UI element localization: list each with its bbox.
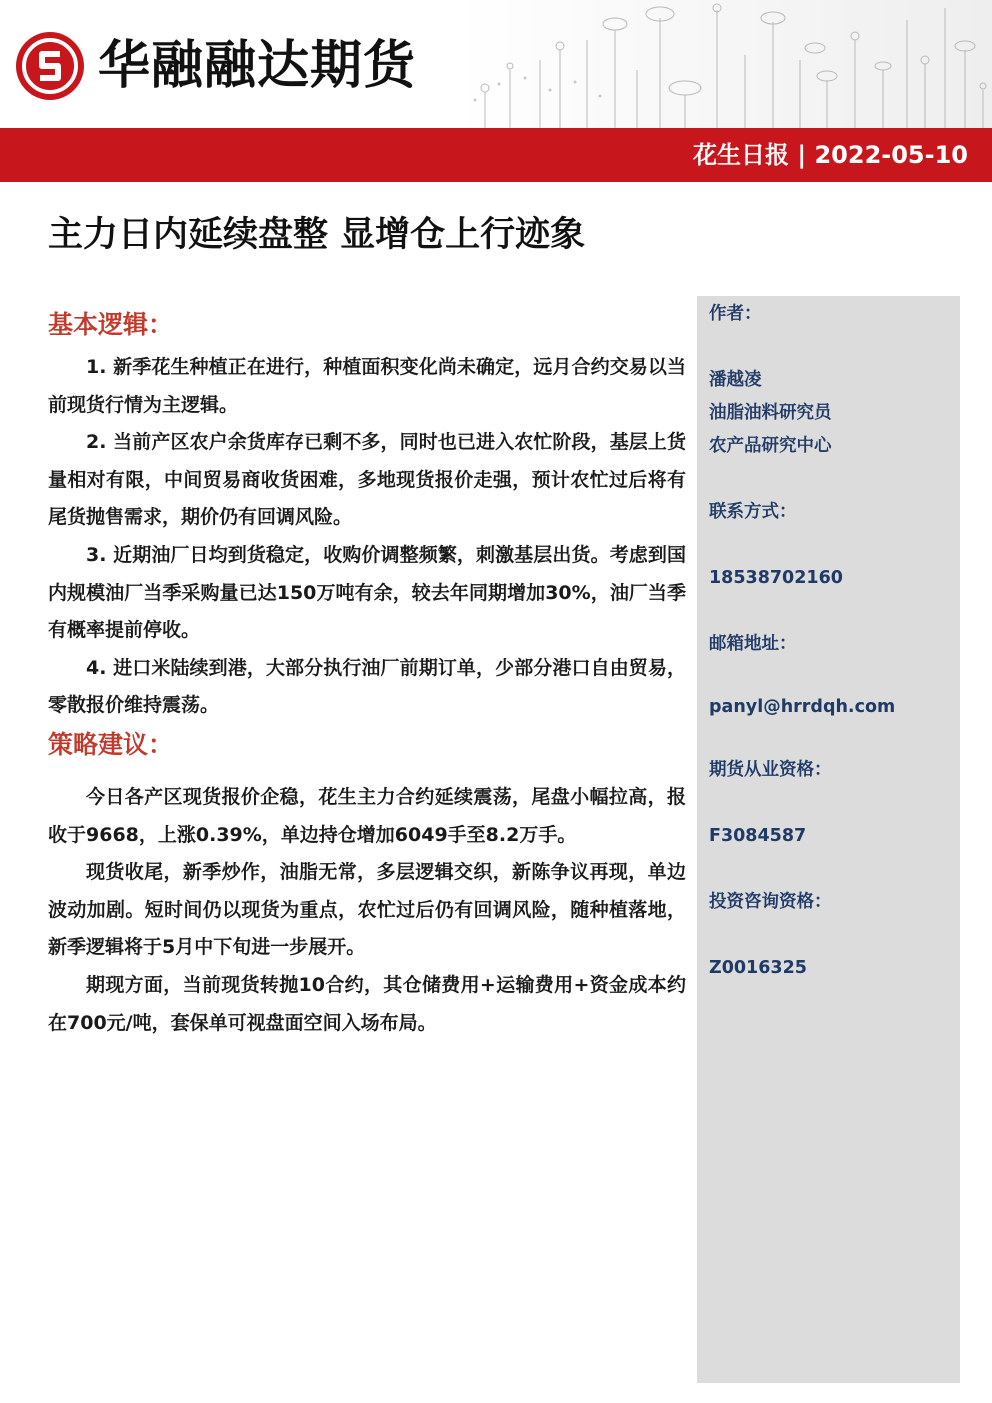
company-logo-icon xyxy=(14,30,86,102)
author-sidebar xyxy=(697,296,960,1383)
basic-logic-paragraph: 4. 进口米陆续到港，大部分执行油厂前期订单，少部分港口自由贸易，零散报价维持震荡。 xyxy=(48,656,686,717)
strategy-paragraph: 期现方面，当前现货转抛10合约，其仓储费用+运输费用+资金成本约在700元/吨，套保单可视盘面空间入场布局。 xyxy=(48,973,686,1034)
basic-logic-paragraph: 1. 新季花生种植正在进行，种植面积变化尚未确定，远月合约交易以当前现货行情为主逻辑。 xyxy=(48,356,686,416)
brand-name: 华融融达期货 xyxy=(98,36,417,96)
contact-phone: 18538702160 xyxy=(709,568,843,588)
main-content xyxy=(48,305,686,1042)
contact-label: 联系方式： xyxy=(709,502,797,522)
basic-logic-paragraph: 2. 当前产区农户余货库存已剩不多，同时也已进入农忙阶段，基层上货量相对有限，中间贸易商收货困难，多地现货报价走强，预计农忙过后将有尾货抛售需求，期价仍有回调风险。 xyxy=(48,431,686,529)
page-title: 主力日内延续盘整 显增仓上行迹象 xyxy=(48,215,586,255)
author-name: 潘越凌 xyxy=(709,370,762,390)
section-heading-basic-logic: 基本逻辑： xyxy=(48,310,174,339)
report-type-date: 花生日报 | 2022-05-10 xyxy=(693,141,968,169)
futures-qualification-number: F3084587 xyxy=(709,826,807,846)
strategy-paragraph: 现货收尾，新季炒作，油脂无常，多层逻辑交织，新陈争议再现，单边波动加剧。短时间仍以现货为重点，农忙过后仍有回调风险，随种植落地，新季逻辑将于5月中下旬进一步展开。 xyxy=(48,861,686,959)
basic-logic-paragraph: 3. 近期油厂日均到货稳定，收购价调整频繁，刺激基层出货。考虑到国内规模油厂当季采购量已达150万吨有余，较去年同期增加30%，油厂当季有概率提前停收。 xyxy=(48,543,686,642)
email-link[interactable]: panyl@hrrdqh.com xyxy=(709,697,896,717)
investment-qualification-number: Z0016325 xyxy=(709,958,807,978)
email-label: 邮箱地址： xyxy=(709,634,797,654)
header-decoration xyxy=(455,0,992,128)
futures-qualification-label: 期货从业资格： xyxy=(709,760,832,780)
author-label: 作者： xyxy=(709,304,762,324)
investment-qualification-label: 投资咨询资格： xyxy=(709,892,832,912)
author-role: 油脂油料研究员 xyxy=(709,403,832,423)
section-heading-strategy: 策略建议： xyxy=(48,729,174,759)
strategy-paragraph: 今日各产区现货报价企稳，花生主力合约延续震荡，尾盘小幅拉高，报收于9668，上涨0.39%，单边持仓增加6049手至8.2万手。 xyxy=(48,785,686,846)
author-department: 农产品研究中心 xyxy=(709,436,832,456)
